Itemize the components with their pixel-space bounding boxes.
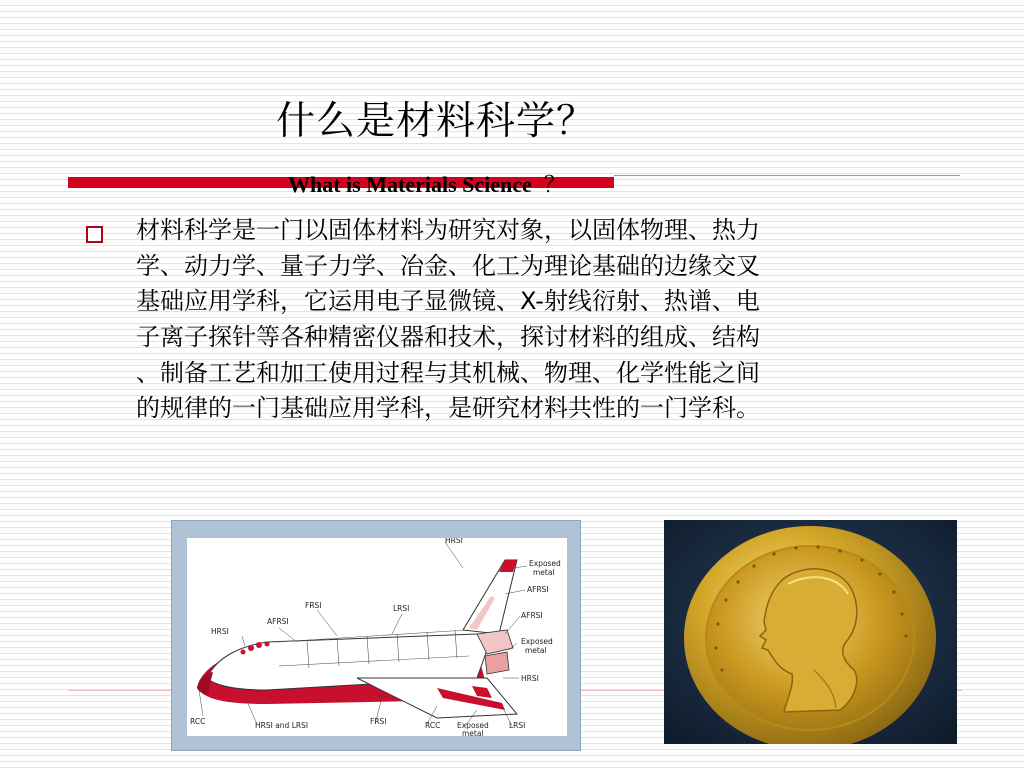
label-frsi-bottom: FRSI	[370, 717, 387, 726]
bullet-square-icon	[86, 226, 103, 243]
label-exposed-metal-bottom-2: metal	[462, 729, 484, 736]
body-line: 学、动力学、量子力学、冶金、化工为理论基础的边缘交叉	[136, 251, 760, 280]
label-afrsi-tail: AFRSI	[527, 585, 549, 594]
label-exposed-metal-tail-1: Exposed	[529, 559, 561, 568]
label-exposed-metal-right-2: metal	[525, 646, 547, 655]
label-exposed-metal-tail-2: metal	[533, 568, 555, 577]
body-line: 、制备工艺和加工使用过程与其机械、物理、化学性能之间	[136, 358, 760, 387]
body-line: 基础应用学科，它运用电子显微镜、X-射线衍射、热谱、电	[136, 287, 760, 316]
space-shuttle-diagram	[171, 520, 581, 751]
label-rcc-nose: RCC	[190, 717, 206, 726]
body-paragraph	[136, 213, 926, 427]
body-line: 的规律的一门基础应用学科，是研究材料共性的一门学科。	[136, 394, 760, 423]
label-lrsi-top: LRSI	[393, 604, 410, 613]
body-line: 子离子探针等各种精密仪器和技术，探讨材料的组成、结构	[136, 323, 760, 352]
label-frsi-top: FRSI	[305, 601, 322, 610]
label-hrsi-right: HRSI	[521, 674, 539, 683]
space-shuttle-illustration	[187, 538, 567, 736]
body-line: 材料科学是一门以固体材料为研究对象，以固体物理、热力	[136, 216, 760, 244]
slide-subtitle	[288, 168, 566, 199]
label-afrsi-mid: AFRSI	[267, 617, 289, 626]
label-exposed-metal-right-1: Exposed	[521, 637, 553, 646]
astronomical-society-medal-photo	[664, 520, 957, 744]
label-hrsi-left: HRSI	[211, 627, 229, 636]
label-afrsi-right: AFRSI	[521, 611, 543, 620]
label-exposed-metal-bottom-1: Exposed	[457, 721, 489, 730]
title-divider-line	[614, 175, 960, 176]
label-lrsi-bottom: LRSI	[509, 721, 526, 730]
subtitle-question-mark: ？	[543, 172, 566, 197]
label-hrsi-top: HRSI	[445, 538, 463, 545]
label-rcc-bottom: RCC	[425, 721, 441, 730]
label-hrsi-and-lrsi: HRSI and LRSI	[255, 721, 309, 730]
gold-medal-image	[664, 520, 957, 744]
slide-title: 什么是材料科学？	[276, 99, 597, 144]
subtitle-text: What is Materials Science	[288, 172, 532, 197]
